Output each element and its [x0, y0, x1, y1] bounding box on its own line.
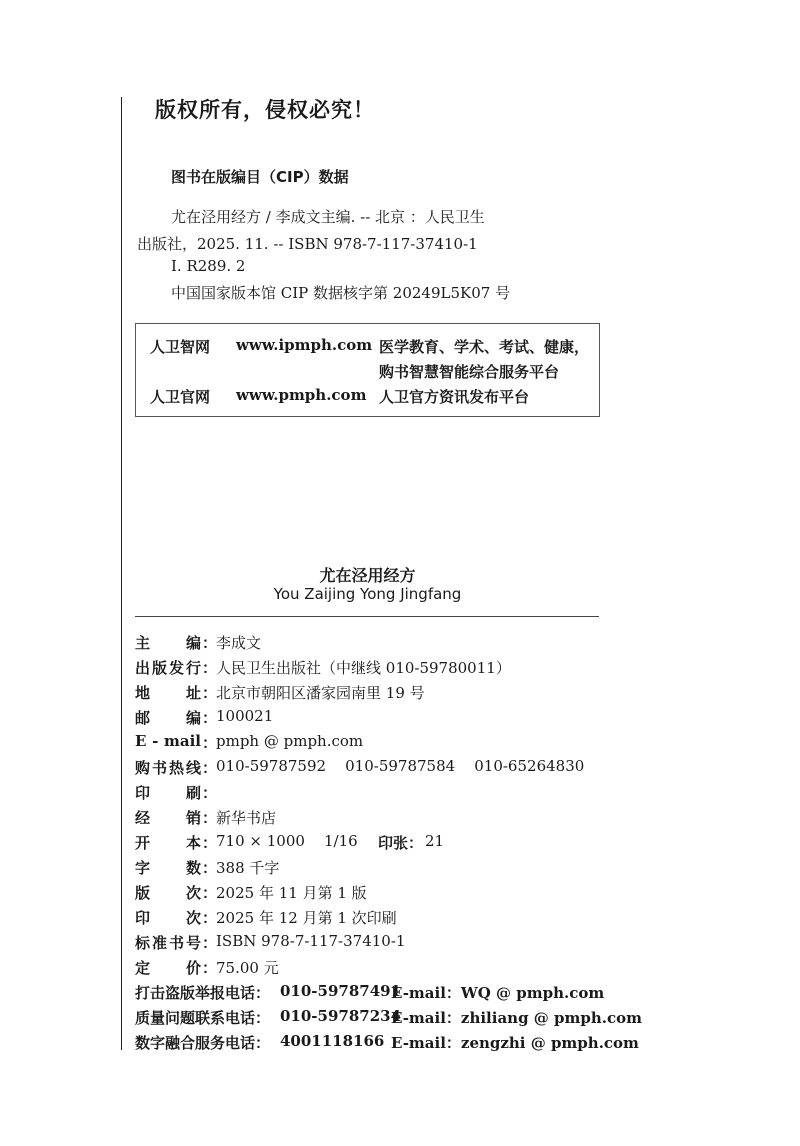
contact-label: 打击盗版举报电话：: [135, 984, 271, 1002]
cip-line-4: 中国国家版本馆 CIP 数据核字第 20249L5K07 号: [171, 284, 511, 302]
sheets-label: 印张：: [378, 834, 424, 852]
printing-label: 印 次: [135, 909, 201, 927]
publisher-label: 出 版 发 行: [135, 659, 201, 677]
price-label: 定 价: [135, 959, 201, 977]
platform-desc-pmph-1: 人卫官方资讯发布平台: [379, 388, 530, 406]
address-label: 地 址: [135, 684, 201, 702]
title-rule: [135, 616, 599, 617]
contact-phone: 010-59787491: [280, 982, 402, 1000]
platform-box: [135, 323, 600, 417]
platform-desc-ipmph-2: 购书智慧智能综合服务平台: [379, 363, 560, 381]
printing-value: 2025 年 12 月第 1 次印刷: [216, 909, 397, 927]
contact-email[interactable]: E-mail：zhiliang @ pmph.com: [391, 1009, 642, 1027]
format-label: 开 本: [135, 834, 201, 852]
platform-url-ipmph[interactable]: www.ipmph.com: [236, 336, 373, 354]
seller-label: 经 销: [135, 809, 201, 827]
copyright-notice: 版权所有，侵权必究！: [155, 98, 375, 122]
email-value[interactable]: pmph @ pmph.com: [216, 732, 364, 750]
contact-email[interactable]: E-mail：WQ @ pmph.com: [391, 984, 605, 1002]
editor-value: 李成文: [216, 634, 262, 652]
platform-name-ipmph: 人卫智网: [150, 338, 211, 356]
contact-label: 数字融合服务电话：: [135, 1034, 271, 1052]
cip-heading: 图书在版编目（CIP）数据: [171, 168, 349, 186]
postcode-value: 100021: [216, 707, 274, 725]
email-label: E - mail: [135, 732, 201, 750]
platform-desc-ipmph-1: 医学教育、学术、考试、健康，: [379, 338, 590, 356]
contact-phone: 010-59787234: [280, 1007, 402, 1025]
hotline-label: 购 书 热 线: [135, 759, 201, 777]
contact-row-quality: [135, 1007, 642, 1029]
book-title-cn: 尤在泾用经方: [319, 566, 416, 585]
cip-line-2: 出版社，2025. 11. -- ISBN 978-7-117-37410-1: [137, 235, 478, 253]
contact-row-digital: [135, 1032, 639, 1054]
edition-value: 2025 年 11 月第 1 版: [216, 884, 367, 902]
postcode-label: 邮 编: [135, 709, 201, 727]
contact-email[interactable]: E-mail：zengzhi @ pmph.com: [391, 1034, 639, 1052]
address-value: 北京市朝阳区潘家园南里 19 号: [216, 684, 425, 702]
hotline-value: 010-59787592 010-59787584 010-65264830: [216, 757, 585, 775]
cip-line-3: Ⅰ. R289. 2: [171, 257, 246, 275]
book-title-en: You Zaijing Yong Jingfang: [273, 585, 462, 603]
platform-name-pmph: 人卫官网: [150, 388, 211, 406]
contact-label: 质量问题联系电话：: [135, 1009, 271, 1027]
publisher-value: 人民卫生出版社（中继线 010-59780011）: [216, 659, 511, 677]
sheets-value: 21: [425, 832, 445, 850]
isbn-label: 标 准 书 号: [135, 934, 201, 952]
edition-label: 版 次: [135, 884, 201, 902]
isbn-value: ISBN 978-7-117-37410-1: [216, 932, 406, 950]
words-value: 388 千字: [216, 859, 280, 877]
price-value: 75.00 元: [216, 959, 279, 977]
words-label: 字 数: [135, 859, 201, 877]
contact-phone: 4001118166: [280, 1032, 385, 1050]
platform-url-pmph[interactable]: www.pmph.com: [236, 386, 367, 404]
contact-row-piracy: [135, 982, 605, 1004]
format-value: 710 × 1000 1/16: [216, 832, 358, 850]
cip-line-1: 尤在泾用经方 / 李成文主编. -- 北京 ：人民卫生: [171, 208, 485, 226]
printer-label: 印 刷: [135, 784, 201, 802]
seller-value: 新华书店: [216, 809, 277, 827]
editor-label: 主 编: [135, 634, 201, 652]
